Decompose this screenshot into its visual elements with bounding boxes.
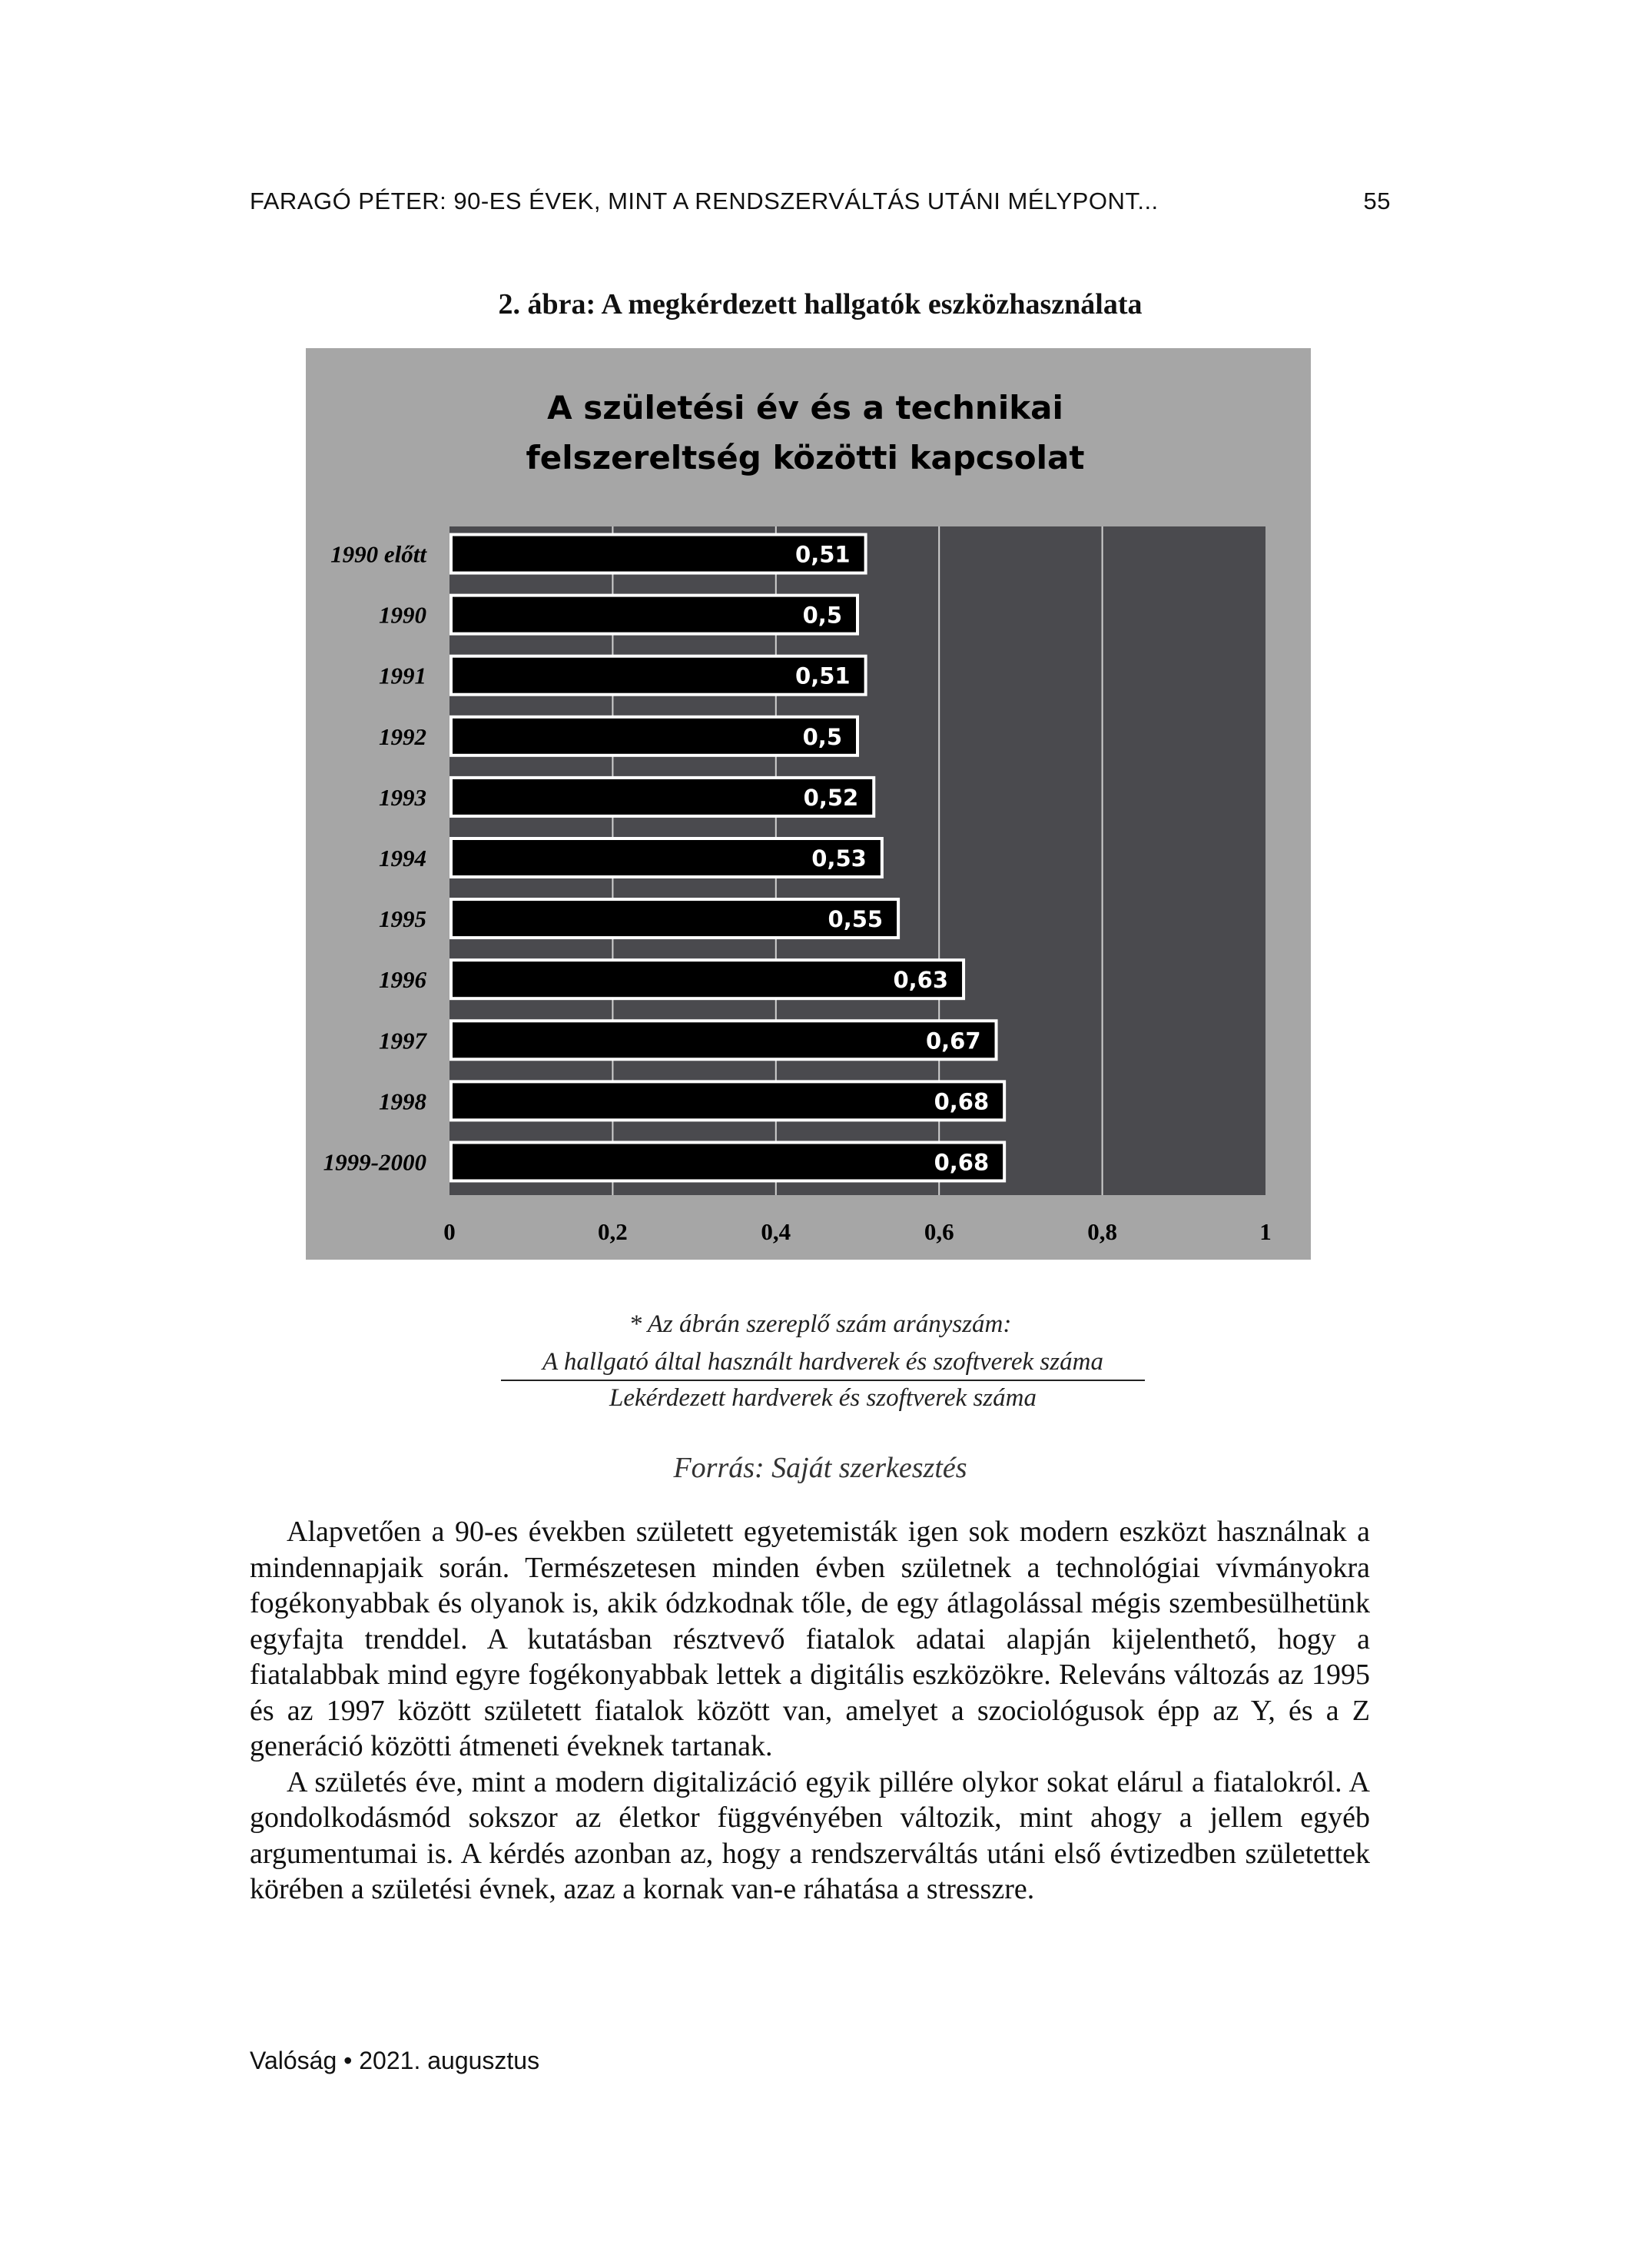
category-label: 1990 előtt	[330, 540, 426, 568]
chart-title-line-1: A születési év és a technikai	[547, 389, 1063, 427]
category-label: 1991	[379, 662, 426, 689]
bar-value-label: 0,68	[934, 1088, 990, 1115]
bar-value-label: 0,51	[795, 662, 851, 689]
x-tick-label: 1	[1259, 1218, 1272, 1245]
x-tick-label: 0,6	[924, 1218, 954, 1245]
bar	[451, 1021, 997, 1059]
category-label: 1990	[379, 601, 426, 629]
category-label: 1997	[379, 1027, 426, 1054]
bar	[451, 1081, 1004, 1120]
category-label: 1999-2000	[323, 1148, 426, 1176]
body-text	[250, 1514, 1370, 1908]
figure-source: Forrás: Saját szerkesztés	[673, 1452, 967, 1484]
x-tick-label: 0,4	[761, 1218, 791, 1245]
category-label: 1994	[379, 845, 426, 872]
bar-value-label: 0,63	[893, 967, 949, 994]
running-title: FARAGÓ PÉTER: 90-ES ÉVEK, MINT A RENDSZERVÁLTÁS UTÁNI MÉLYPONT...	[250, 188, 1159, 214]
bar-value-label: 0,5	[802, 602, 842, 629]
category-label: 1998	[379, 1088, 426, 1115]
paragraph: A születés éve, mint a modern digitalizáció egyik pillére olykor sokat elárul a fiatalokról. A gondolkodásmód sokszor az életkor függvényében változik, mint ahogy a jellem egyéb argumentumai is. A kérdés azonban az, hogy a rendszerváltás utáni első évtizedben születettek körében a születési évnek, azaz a kornak van-e ráhatása a stresszre.	[250, 1765, 1370, 1905]
chart-title-line-2: felszereltség közötti kapcsolat	[526, 439, 1085, 477]
paragraph: Alapvetően a 90-es években született egyetemisták igen sok modern eszközt használnak a mindennapjaik során. Természetesen minden évben születnek a technológiai vívmányokra fogékonyabbak és olyanok is, akik ódzkodnak tőle, de egy átlagolással mégis szembesülhetünk egyfajta trenddel. A kutatásban résztvevő fiatalok adatai alapján kijelenthető, hogy a fiatalabbak mind egyre fogékonyabbak lettek a digitális eszközökre. Releváns változás az 1995 és az 1997 között született fiatalok között van, amelyet a szociológusok épp az Y, és a Z generáció közötti átmeneti éveknek tartanak.	[250, 1516, 1370, 1762]
bar	[451, 717, 857, 755]
bar-value-label: 0,53	[811, 845, 867, 872]
category-label: 1996	[379, 966, 426, 994]
bar-value-label: 0,51	[795, 541, 851, 568]
bar-value-label: 0,67	[925, 1028, 981, 1054]
bar-value-label: 0,55	[828, 906, 884, 933]
bar	[451, 596, 857, 634]
bar-value-label: 0,52	[803, 784, 859, 811]
bar-value-label: 0,68	[934, 1149, 990, 1176]
page-number: 55	[1363, 188, 1391, 214]
page-footer: Valóság • 2021. augusztus	[250, 2047, 540, 2074]
bar-chart	[306, 348, 1311, 1260]
figure-caption: 2. ábra: A megkérdezett hallgatók eszközhasználata	[498, 288, 1143, 320]
bar	[451, 960, 964, 998]
figure-note-intro: * Az ábrán szereplő szám arányszám:	[629, 1310, 1012, 1338]
bar-value-label: 0,5	[802, 723, 842, 750]
category-label: 1995	[379, 905, 426, 933]
ratio-denominator: Lekérdezett hardverek és szoftverek száma	[609, 1384, 1037, 1412]
x-tick-label: 0	[443, 1218, 456, 1245]
category-label: 1993	[379, 783, 426, 811]
bar	[451, 1142, 1004, 1180]
x-tick-label: 0,2	[598, 1218, 628, 1245]
x-tick-label: 0,8	[1087, 1218, 1117, 1245]
category-label: 1992	[379, 722, 426, 750]
ratio-formula	[501, 1348, 1145, 1413]
running-header	[250, 188, 1391, 215]
ratio-numerator: A hallgató által használt hardverek és szoftverek száma	[501, 1348, 1145, 1381]
